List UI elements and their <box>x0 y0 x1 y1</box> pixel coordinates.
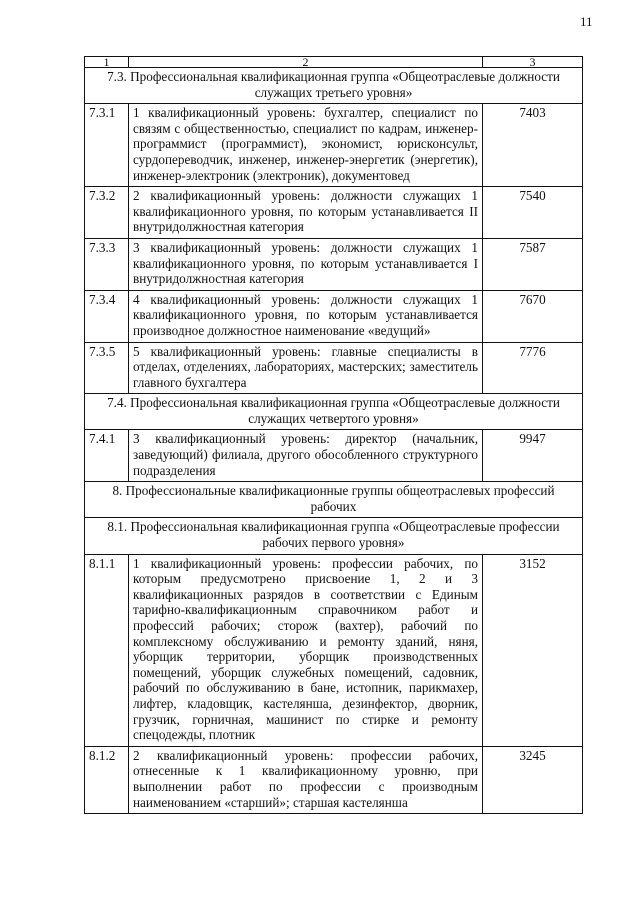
row-code: 8.1.1 <box>85 554 129 746</box>
row-value: 7403 <box>483 104 583 187</box>
row-code: 7.4.1 <box>85 430 129 482</box>
table-row <box>85 554 583 746</box>
column-header: 2 <box>129 57 483 68</box>
row-value: 7670 <box>483 290 583 342</box>
row-code: 7.3.5 <box>85 342 129 394</box>
salary-table <box>84 56 583 814</box>
column-header: 3 <box>483 57 583 68</box>
section-title: 8.1. Профессиональная квалификационная группа «Общеотраслевые профессии рабочих первого уровня» <box>85 518 583 554</box>
table-row <box>85 342 583 394</box>
row-code: 7.3.1 <box>85 104 129 187</box>
row-code: 7.3.4 <box>85 290 129 342</box>
row-value: 7587 <box>483 238 583 290</box>
row-value: 7776 <box>483 342 583 394</box>
table-row <box>85 290 583 342</box>
row-description: 4 квалификационный уровень: должности служащих 1 квалификационного уровня, по которым устанавливается производное должностное наименование «ведущий» <box>129 290 483 342</box>
row-description: 2 квалификационный уровень: должности служащих 1 квалификационного уровня, по которым устанавливается II внутридолжностная категория <box>129 187 483 239</box>
page-number: 11 <box>580 14 593 29</box>
row-code: 7.3.3 <box>85 238 129 290</box>
row-description: 1 квалификационный уровень: профессии рабочих, по которым предусмотрено присвоение 1, 2 и 3 квалификационных разрядов в соответствии с Единым тарифно-квалификационным справочником работ и профессий рабочих; сторож (вахтер), рабочий по комплексному обслуживанию и ремонту зданий, няня, уборщик территории, уборщик производственных помещений, уборщик служебных помещений, садовник, рабочий по обслуживанию в бане, истопник, парикмахер, лифтер, кладовщик, кастелянша, дезинфектор, дворник, грузчик, горничная, машинист по стирке и ремонту спецодежды, плотник <box>129 554 483 746</box>
section-row <box>85 482 583 518</box>
table-header-row <box>85 57 583 68</box>
row-code: 7.3.2 <box>85 187 129 239</box>
table-row <box>85 430 583 482</box>
row-description: 3 квалификационный уровень: директор (начальник, заведующий) филиала, другого обособленного структурного подразделения <box>129 430 483 482</box>
row-description: 3 квалификационный уровень: должности служащих 1 квалификационного уровня, по которым устанавливается I внутридолжностная категория <box>129 238 483 290</box>
table-body <box>85 68 583 814</box>
section-title: 7.4. Профессиональная квалификационная группа «Общеотраслевые должности служащих четвертого уровня» <box>85 394 583 430</box>
section-title: 7.3. Профессиональная квалификационная группа «Общеотраслевые должности служащих третьего уровня» <box>85 68 583 104</box>
table-row <box>85 187 583 239</box>
row-description: 5 квалификационный уровень: главные специалисты в отделах, отделениях, лабораториях, мастерских; заместитель главного бухгалтера <box>129 342 483 394</box>
row-code: 8.1.2 <box>85 746 129 813</box>
column-header: 1 <box>85 57 129 68</box>
table-row <box>85 238 583 290</box>
row-value: 7540 <box>483 187 583 239</box>
section-title: 8. Профессиональные квалификационные группы общеотраслевых профессий рабочих <box>85 482 583 518</box>
row-value: 9947 <box>483 430 583 482</box>
table-row <box>85 104 583 187</box>
section-row <box>85 68 583 104</box>
row-value: 3152 <box>483 554 583 746</box>
table-row <box>85 746 583 813</box>
row-value: 3245 <box>483 746 583 813</box>
row-description: 2 квалификационный уровень: профессии рабочих, отнесенные к 1 квалификационному уровню, при выполнении работ по профессии с производным наименованием «старший»; старшая кастелянша <box>129 746 483 813</box>
row-description: 1 квалификационный уровень: бухгалтер, специалист по связям с общественностью, специалист по кадрам, инженер-программист (программист), экономист, юрисконсульт, сурдопереводчик, инженер, инженер-энергетик (энергетик), инженер-электроник (электроник), документовед <box>129 104 483 187</box>
section-row <box>85 394 583 430</box>
section-row <box>85 518 583 554</box>
